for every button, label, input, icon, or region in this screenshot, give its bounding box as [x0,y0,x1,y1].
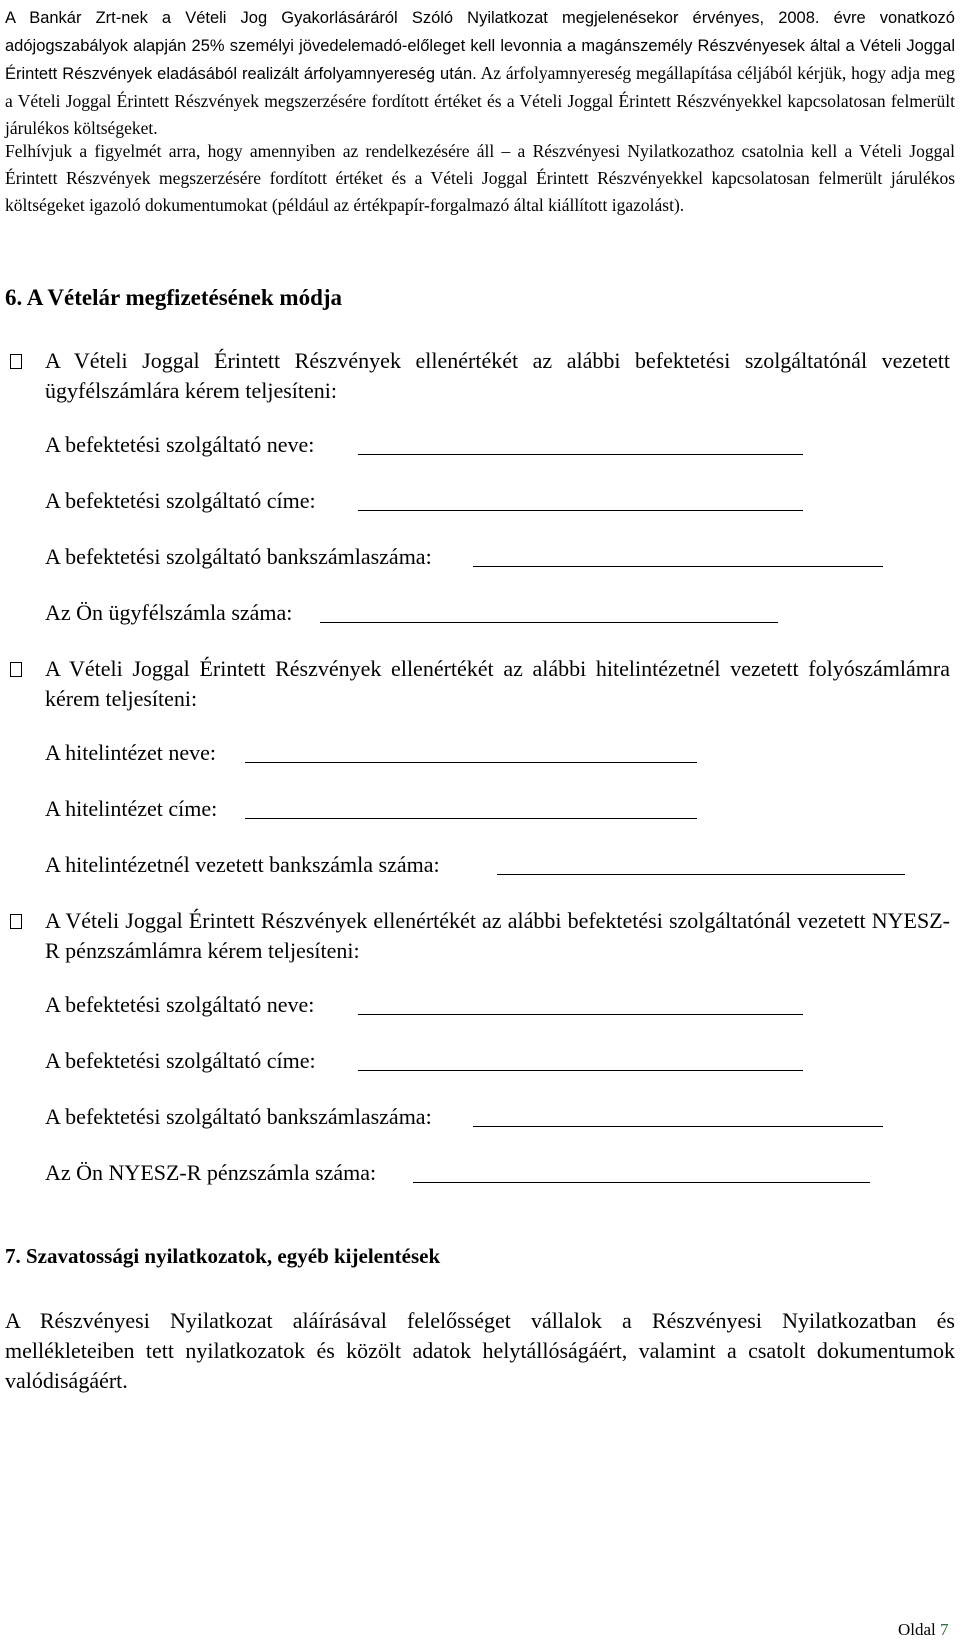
field-investment-provider-bank-account [45,542,432,572]
intro-paragraph-2: Felhívjuk a figyelmét arra, hogy amennyiben az rendelkezésére áll – a Részvényesi Nyilatkozathoz csatolnia kell a Vételi Joggal Érintett Részvények megszerzésére fordított értéket és a Vételi Joggal Érintett Részvényekkel kapcsolatosan felmerült járulékos költségeket igazoló dokumentumokat (például az értékpapír-forgalmazó által kiállított igazolást). [5,141,955,215]
fill-in-line[interactable] [245,738,697,763]
field-label: A hitelintézet címe: [45,796,218,821]
field-label: Az Ön NYESZ-R pénzszámla száma: [45,1160,377,1185]
field-client-account-number [45,598,292,628]
intro-paragraph-1-serif: Az árfolyamnyereség megállapítása céljából kérjük, hogy adja meg a Vételi Joggal Érintett Részvények megszerzésére fordított értéket és a Vételi Joggal Érintett Részvényekkel kapcsolatosan felmerült járulékos költségeket. [5,63,955,138]
fill-in-line[interactable] [245,794,697,819]
field-nyesz-provider-address [45,1046,316,1076]
fill-in-line[interactable] [473,1102,883,1127]
page-number-value: 7 [940,1620,949,1639]
payment-option-nyesz-r-account [5,906,950,966]
field-investment-provider-address [45,486,316,516]
field-bank-name [45,738,216,768]
field-label: A befektetési szolgáltató neve: [45,992,315,1017]
page-number [898,1620,949,1640]
intro-paragraph-1-sans: A Bankár Zrt-nek a Vételi Jog Gyakorlásáráról Szóló Nyilatkozat megjelenésekor érvényes, 2008. évre vonatkozó adójogszabályok alapján 25% személyi jövedelemadó-előleget kell levonnia a magánszemély Részvényesek által a Vételi Joggal Érintett Részvények eladásából realizált árfolyamnyereség után. [5,9,955,83]
field-bank-address [45,794,217,824]
field-bank-account-number [45,850,440,880]
option-text: A Vételi Joggal Érintett Részvények ellenértékét az alábbi hitelintézetnél vezetett folyószámlámra kérem teljesíteni: [45,656,950,711]
section-7-heading: 7. Szavatossági nyilatkozatok, egyéb kijelentések [5,1244,441,1268]
field-label: A befektetési szolgáltató neve: [45,432,315,457]
fill-in-line[interactable] [358,1046,803,1071]
fill-in-line[interactable] [473,542,883,567]
fill-in-line[interactable] [320,598,778,623]
option-checkbox[interactable] [10,662,22,677]
fill-in-line[interactable] [358,486,803,511]
field-label: A befektetési szolgáltató címe: [45,1048,316,1073]
payment-option-bank-account [5,654,950,714]
field-investment-provider-name [45,430,314,460]
field-label: A befektetési szolgáltató bankszámlaszáma: [45,1104,432,1129]
option-checkbox[interactable] [10,354,22,369]
option-text: A Vételi Joggal Érintett Részvények ellenértékét az alábbi befektetési szolgáltatónál vezetett ügyfélszámlára kérem teljesíteni: [45,348,950,403]
option-text: A Vételi Joggal Érintett Részvények ellenértékét az alábbi befektetési szolgáltatónál vezetett NYESZ-R pénzszámlámra kérem teljesíteni: [45,908,950,963]
field-nyesz-account-number [45,1158,376,1188]
field-nyesz-provider-name [45,990,314,1020]
field-nyesz-provider-bank-account [45,1102,432,1132]
field-label: Az Ön ügyfélszámla száma: [45,600,293,625]
section-7-paragraph: A Részvényesi Nyilatkozat aláírásával felelősséget vállalok a Részvényesi Nyilatkozatban és mellékleteiben tett nyilatkozatok és közölt adatok helytállóságáért, valamint a csatolt dokumentumok valódiságáért. [5,1308,955,1393]
field-label: A befektetési szolgáltató címe: [45,488,316,513]
page-label: Oldal [898,1620,936,1639]
section-6-heading: 6. A Vételár megfizetésének módja [5,285,343,310]
field-label: A hitelintézetnél vezetett bankszámla száma: [45,852,440,877]
intro-paragraph-1 [5,4,955,142]
fill-in-line[interactable] [358,430,803,455]
option-checkbox[interactable] [10,914,22,929]
field-label: A hitelintézet neve: [45,740,217,765]
payment-option-investment-account [5,346,950,406]
fill-in-line[interactable] [497,850,905,875]
field-label: A befektetési szolgáltató bankszámlaszáma: [45,544,432,569]
fill-in-line[interactable] [413,1158,870,1183]
fill-in-line[interactable] [358,990,803,1015]
